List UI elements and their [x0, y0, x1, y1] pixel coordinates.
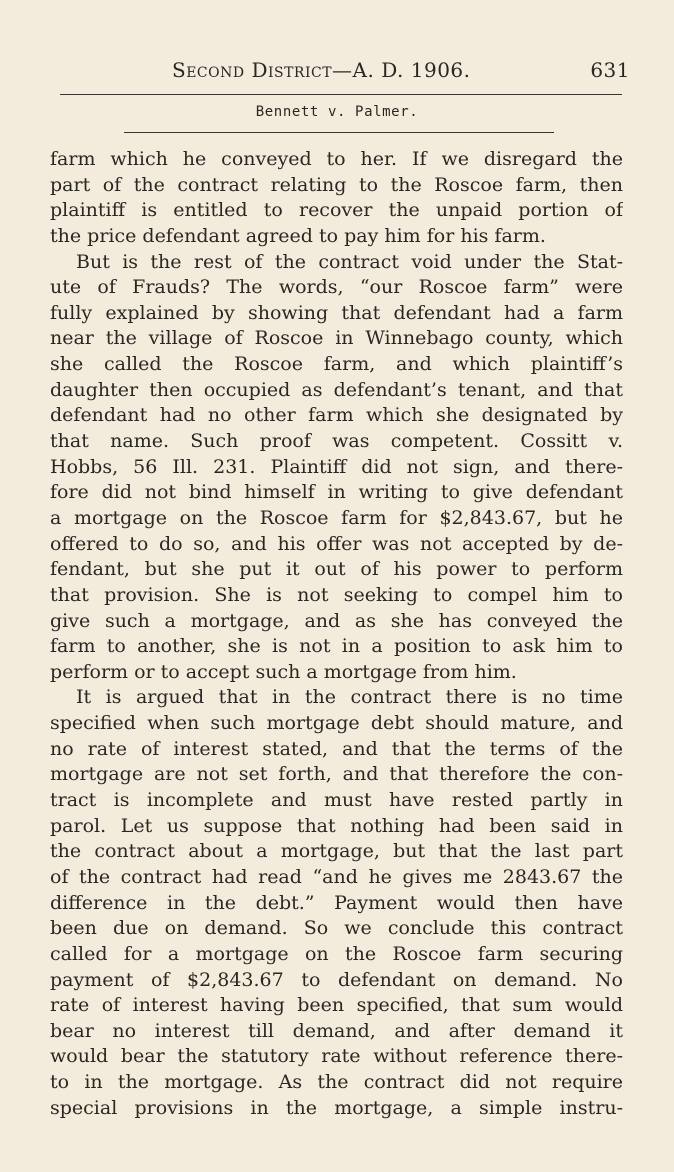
text-line: a mortgage on the Roscoe farm for $2,843.67, but he: [50, 506, 623, 529]
text-line: give such a mortgage, and as she has conveyed the: [50, 609, 623, 632]
text-line: fully explained by showing that defendant had a farm: [50, 301, 623, 324]
text-line: parol. Let us suppose that nothing had been said in: [50, 814, 623, 837]
text-line: called for a mortgage on the Roscoe farm securing: [50, 942, 623, 965]
case-name: Bennett v. Palmer.: [255, 104, 419, 120]
text-line: plaintiff is entitled to recover the unpaid portion of: [50, 199, 623, 222]
text-line: It is argued that in the contract there is no time: [76, 686, 623, 709]
text-line: of the contract had read “and he gives me 2843.67 the: [50, 865, 623, 888]
text-line: rate of interest having been specified, that sum would: [50, 994, 623, 1017]
text-line: difference in the debt.” Payment would then have: [50, 891, 623, 914]
text-line: bear no interest till demand, and after demand it: [50, 1019, 623, 1042]
running-head: [160, 58, 630, 88]
text-line: perform or to accept such a mortgage from him.: [50, 660, 517, 683]
case-name-rule: [124, 132, 554, 133]
text-line: been due on demand. So we conclude this contract: [50, 917, 623, 940]
text-line: daughter then occupied as defendant’s tenant, and that: [50, 378, 623, 401]
text-line: payment of $2,843.67 to defendant on demand. No: [50, 968, 623, 991]
text-line: the price defendant agreed to pay him for his farm.: [50, 224, 546, 247]
text-line: near the village of Roscoe in Winnebago county, which: [50, 327, 623, 350]
text-line: farm to another, she is not in a position to ask him to: [50, 635, 623, 658]
header-rule: [60, 94, 622, 95]
text-line: tract is incomplete and must have rested partly in: [50, 789, 623, 812]
text-line: would bear the statutory rate without reference there-: [50, 1045, 623, 1068]
text-line: farm which he conveyed to her. If we disregard the: [50, 148, 623, 170]
text-line: she called the Roscoe farm, and which plaintiff’s: [50, 353, 623, 376]
text-line: that provision. She is not seeking to compel him to: [50, 583, 623, 606]
text-line: the contract about a mortgage, but that the last part: [50, 840, 623, 863]
text-line: defendant had no other farm which she designated by: [50, 404, 623, 427]
text-line: no rate of interest stated, and that the terms of the: [50, 737, 623, 760]
body-text: [50, 147, 623, 1121]
text-line: mortgage are not set forth, and that therefore the con-: [50, 763, 623, 786]
page-number: 631: [590, 58, 630, 82]
text-line: special provisions in the mortgage, a simple instru-: [50, 1096, 623, 1119]
text-line: fendant, but she put it out of his power to perform: [50, 558, 623, 581]
text-line: specified when such mortgage debt should mature, and: [50, 712, 623, 735]
text-line: offered to do so, and his offer was not accepted by de-: [50, 532, 623, 555]
text-line: that name. Such proof was competent. Cossitt v.: [50, 430, 623, 453]
text-line: fore did not bind himself in writing to give defendant: [50, 481, 623, 504]
running-title: Second District—A. D. 1906.: [172, 58, 471, 82]
text-line: Hobbs, 56 Ill. 231. Plaintiff did not sign, and there-: [50, 455, 623, 478]
text-line: But is the rest of the contract void under the Stat-: [76, 250, 623, 273]
text-line: to in the mortgage. As the contract did not require: [50, 1071, 623, 1094]
text-line: part of the contract relating to the Roscoe farm, then: [50, 173, 623, 196]
text-line: ute of Frauds? The words, “our Roscoe farm” were: [50, 276, 623, 299]
